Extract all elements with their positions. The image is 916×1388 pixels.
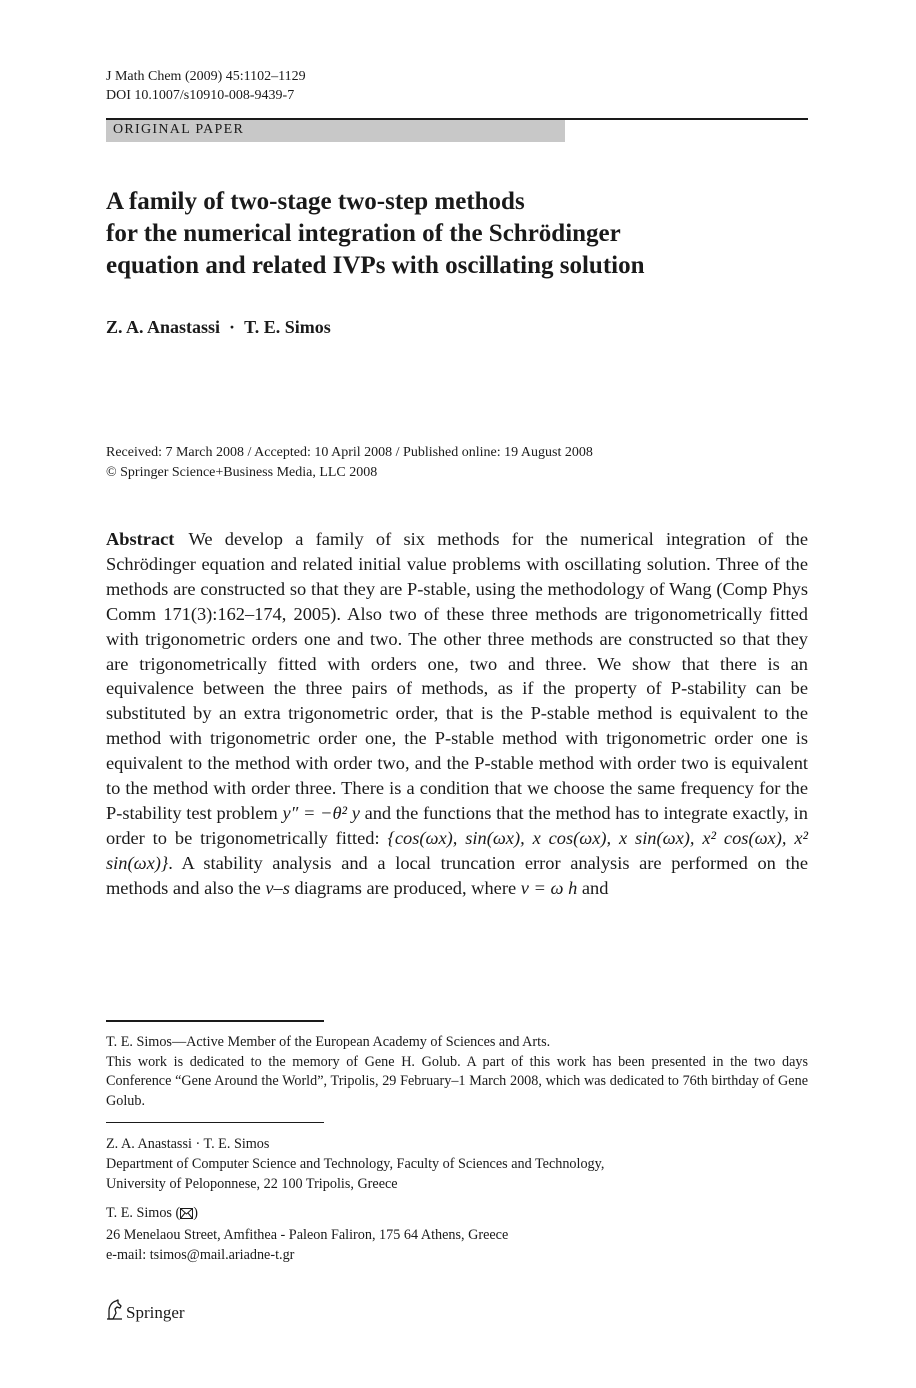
corresponding-name: T. E. Simos ( [106,1205,181,1221]
affiliation [106,1134,816,1194]
correspondence [106,1203,816,1265]
title-line-2: for the numerical integration of the Schrödinger [106,220,621,247]
affiliation-university: University of Peloponnese, 22 100 Tripolis, Greece [106,1176,398,1192]
abstract [106,527,808,901]
springer-horse-icon [106,1299,126,1327]
abstract-text: diagrams are produced, where [294,877,517,898]
title-line-3: equation and related IVPs with oscillating solution [106,252,645,279]
equation-test-problem: y″ = −θ² y [282,802,360,823]
corresponding-address: 26 Menelaou Street, Amfithea - Paleon Faliron, 175 64 Athens, Greece [106,1227,509,1243]
paper-title [106,186,816,282]
equation-function-set: {cos(ωx), sin(ωx), x cos(ωx), x sin(ωx), x² cos(ωx), x² sin(ωx)} [106,827,809,873]
envelope-icon [180,1205,193,1225]
abstract-text: We develop a family of six methods for the numerical integration of the Schrödinger equation and related initial value problems with oscillating solution. Three of the methods are constructed so that they are P-stable, using the methodology of Wang (Comp Phys Comm 171(3):162–174, 2005). Also two of these three methods are trigonometrically fitted with trigonometric orders one and two. The other three methods are constructed so that they are trigonometrically fitted with orders one, two and three. We show that there is an equivalence between the three pairs of methods, as if the property of P-stability can be substituted by an extra trigonometric order, that is the P-stable method is equivalent to the method with trigonometric order one, the P-stable method with trigonometric order one is equivalent to the method with order two, and the P-stable method with order two is equivalent to the method with order three. There is a condition that we choose the same frequency for the P-stability test problem [106,529,808,823]
author-separator: · [229,317,236,337]
footnote-rule [106,1020,324,1022]
author-name: T. E. Simos [244,317,331,337]
equation-v-s: v–s [265,877,290,898]
copyright-line: © Springer Science+Business Media, LLC 2008 [106,465,378,480]
footnote [106,1033,808,1111]
corresponding-email[interactable]: e-mail: tsimos@mail.ariadne-t.gr [106,1247,295,1263]
corresponding-author [106,1203,816,1225]
footnote-dedication: This work is dedicated to the memory of Gene H. Golub. A part of this work has been presented in the two days Conference “Gene Around the World”, Tripolis, 29 February–1 March 2008, which was dedicated to 76th birthday of Gene Golub. [106,1053,808,1109]
journal-header [106,67,306,105]
affiliation-department: Department of Computer Science and Technology, Faculty of Sciences and Technology, [106,1156,605,1172]
abstract-label: Abstract [106,529,175,549]
article-type-banner: ORIGINAL PAPER [106,120,565,142]
abstract-text: and [581,877,609,898]
journal-doi: DOI 10.1007/s10910-008-9439-7 [106,88,295,103]
title-line-1: A family of two-stage two-step methods [106,188,525,215]
publication-dates [106,443,816,483]
publisher-logo [106,1299,185,1327]
corresponding-name-close: ) [193,1205,198,1221]
author-list [106,316,331,338]
journal-citation: J Math Chem (2009) 45:1102–1129 [106,69,306,84]
footnote-membership: T. E. Simos—Active Member of the European Academy of Sciences and Arts. [106,1034,551,1050]
abstract-text: . A stability analysis and a local truncation error analysis are performed on the methods and also the [106,852,808,898]
abstract-text: and the functions that the method has to integrate exactly, in order to be trigonometrically fitted: [106,802,808,848]
author-name: Z. A. Anastassi [106,317,221,337]
affiliation-rule [106,1122,324,1123]
affiliation-names: Z. A. Anastassi · T. E. Simos [106,1136,270,1152]
equation-v-omega-h: v = ω h [520,877,578,898]
received-accepted-line: Received: 7 March 2008 / Accepted: 10 April 2008 / Published online: 19 August 2008 [106,445,593,460]
publisher-name: Springer [126,1303,185,1322]
